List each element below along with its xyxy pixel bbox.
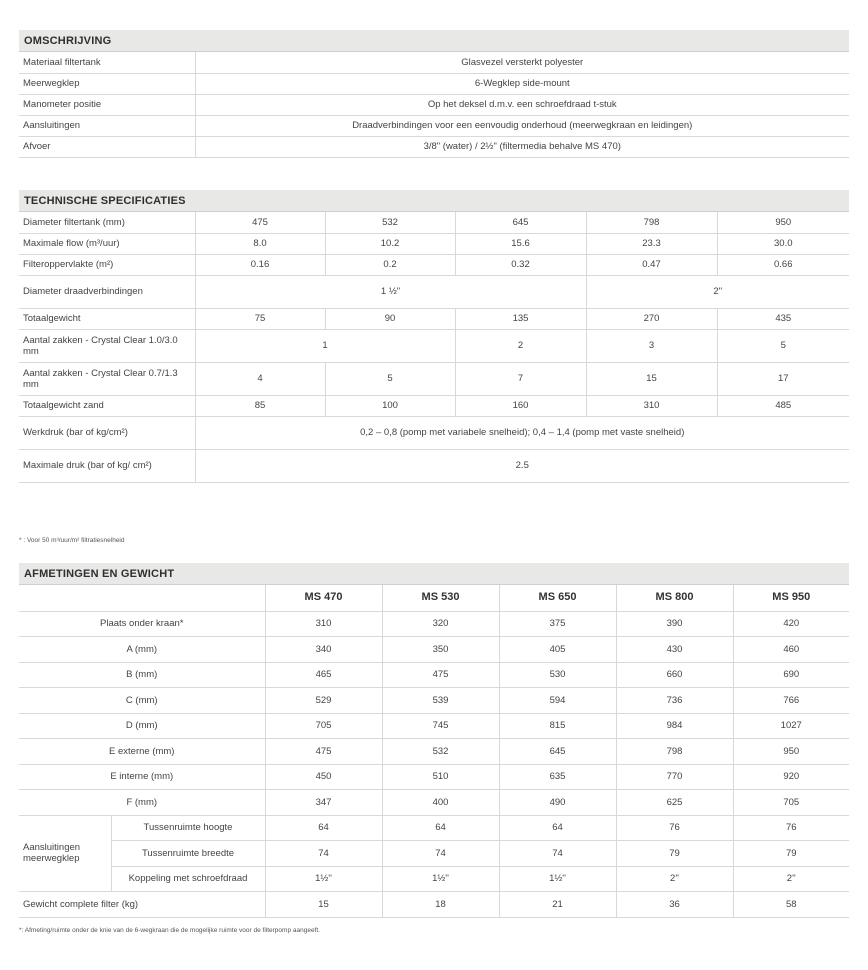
cell: 645	[455, 212, 586, 233]
row-label: Aantal zakken - Crystal Clear 1.0/3.0 mm	[19, 329, 195, 362]
cell: 0.16	[195, 254, 325, 275]
table-row	[19, 449, 849, 482]
technische-table	[19, 212, 849, 483]
cell: 75	[195, 308, 325, 329]
cell: 1½''	[499, 866, 616, 892]
table-row	[19, 212, 849, 233]
table-row	[19, 395, 849, 416]
cell: 30.0	[717, 233, 849, 254]
cell: 3	[586, 329, 717, 362]
cell: 160	[455, 395, 586, 416]
section-header-technische: TECHNISCHE SPECIFICATIES	[19, 190, 849, 212]
cell: 15	[265, 892, 382, 918]
row-label: Afvoer	[19, 136, 195, 157]
table-row	[19, 662, 849, 688]
cell: 74	[265, 841, 382, 867]
cell: 310	[265, 611, 382, 637]
cell: 64	[382, 815, 499, 841]
cell: 532	[382, 739, 499, 765]
cell: 10.2	[325, 233, 455, 254]
cell: 705	[265, 713, 382, 739]
table-row	[19, 362, 849, 395]
row-value: 3/8" (water) / 2½" (filtermedia behalve MS 470)	[195, 136, 849, 157]
cell: 79	[616, 841, 733, 867]
cell: 90	[325, 308, 455, 329]
table-row	[19, 637, 849, 663]
row-label: Aantal zakken - Crystal Clear 0.7/1.3 mm	[19, 362, 195, 395]
cell: 625	[616, 790, 733, 816]
cell: 320	[382, 611, 499, 637]
table-row	[19, 275, 849, 308]
cell: 736	[616, 688, 733, 714]
column-header: MS 530	[382, 585, 499, 611]
cell: 950	[717, 212, 849, 233]
cell: 64	[499, 815, 616, 841]
row-label: Manometer positie	[19, 94, 195, 115]
cell: 15.6	[455, 233, 586, 254]
table-row	[19, 815, 849, 841]
group-label: Aansluitingen meerwegklep	[19, 815, 111, 892]
table-row	[19, 52, 849, 73]
row-label: Maximale druk (bar of kg/ cm²)	[19, 449, 195, 482]
cell: 79	[733, 841, 849, 867]
cell: 405	[499, 637, 616, 663]
cell: 766	[733, 688, 849, 714]
table-row	[19, 115, 849, 136]
row-label: D (mm)	[19, 713, 265, 739]
cell: 1½''	[265, 866, 382, 892]
row-label: C (mm)	[19, 688, 265, 714]
cell: 100	[325, 395, 455, 416]
row-label: Diameter filtertank (mm)	[19, 212, 195, 233]
cell: 475	[382, 662, 499, 688]
cell: 660	[616, 662, 733, 688]
section-header-afmetingen: AFMETINGEN EN GEWICHT	[19, 563, 849, 585]
cell: 0.47	[586, 254, 717, 275]
cell: 485	[717, 395, 849, 416]
cell: 17	[717, 362, 849, 395]
table-row	[19, 764, 849, 790]
cell: 435	[717, 308, 849, 329]
row-value: Draadverbindingen voor een eenvoudig onderhoud (meerwegkraan en leidingen)	[195, 115, 849, 136]
cell: 76	[616, 815, 733, 841]
table-row	[19, 611, 849, 637]
row-label: Materiaal filtertank	[19, 52, 195, 73]
cell: 0.2	[325, 254, 455, 275]
table-row	[19, 73, 849, 94]
row-label: Maximale flow (m³/uur)	[19, 233, 195, 254]
cell: 1	[195, 329, 455, 362]
cell: 2''	[616, 866, 733, 892]
cell: 390	[616, 611, 733, 637]
cell: 21	[499, 892, 616, 918]
cell: 0.32	[455, 254, 586, 275]
table-header-row	[19, 585, 849, 611]
table-row	[19, 688, 849, 714]
cell: 310	[586, 395, 717, 416]
row-label: Tussenruimte hoogte	[111, 815, 265, 841]
row-label: F (mm)	[19, 790, 265, 816]
cell: 4	[195, 362, 325, 395]
table-row	[19, 892, 849, 918]
cell: 7	[455, 362, 586, 395]
cell: 770	[616, 764, 733, 790]
afmetingen-table	[19, 585, 849, 918]
cell: 347	[265, 790, 382, 816]
cell: 460	[733, 637, 849, 663]
footnote: * : Voor 50 m³/uur/m² filtratiesnelheid	[19, 537, 125, 544]
row-label: Koppeling met schroefdraad	[111, 866, 265, 892]
cell: 705	[733, 790, 849, 816]
cell: 340	[265, 637, 382, 663]
table-row	[19, 233, 849, 254]
cell: 2"	[586, 275, 849, 308]
table-row	[19, 713, 849, 739]
cell: 594	[499, 688, 616, 714]
cell: 798	[616, 739, 733, 765]
omschrijving-table	[19, 52, 849, 158]
row-label: Werkdruk (bar of kg/cm²)	[19, 416, 195, 449]
column-header: MS 800	[616, 585, 733, 611]
cell: 1 ½"	[195, 275, 586, 308]
cell: 36	[616, 892, 733, 918]
cell: 5	[325, 362, 455, 395]
cell: 135	[455, 308, 586, 329]
cell: 645	[499, 739, 616, 765]
row-value: Glasvezel versterkt polyester	[195, 52, 849, 73]
table-row	[19, 739, 849, 765]
row-label: A (mm)	[19, 637, 265, 663]
row-label: Totaalgewicht zand	[19, 395, 195, 416]
cell: 465	[265, 662, 382, 688]
cell: 420	[733, 611, 849, 637]
cell: 475	[195, 212, 325, 233]
row-label: Filteroppervlakte (m²)	[19, 254, 195, 275]
table-row	[19, 866, 849, 892]
cell: 350	[382, 637, 499, 663]
table-row	[19, 308, 849, 329]
cell: 2	[455, 329, 586, 362]
row-label: Totaalgewicht	[19, 308, 195, 329]
cell: 510	[382, 764, 499, 790]
row-label: Plaats onder kraan*	[19, 611, 265, 637]
cell: 984	[616, 713, 733, 739]
footnote: *: Afmeting/ruimte onder de knie van de 6-wegkraan die de mogelijke ruimte voor de filterpomp aangeeft.	[19, 927, 320, 934]
row-label: Gewicht complete filter (kg)	[19, 892, 265, 918]
cell: 5	[717, 329, 849, 362]
table-row	[19, 416, 849, 449]
cell: 1½''	[382, 866, 499, 892]
cell: 76	[733, 815, 849, 841]
cell: 430	[616, 637, 733, 663]
cell: 798	[586, 212, 717, 233]
table-row	[19, 136, 849, 157]
cell: 375	[499, 611, 616, 637]
cell: 2''	[733, 866, 849, 892]
cell: 58	[733, 892, 849, 918]
column-header: MS 470	[265, 585, 382, 611]
cell: 530	[499, 662, 616, 688]
row-label: B (mm)	[19, 662, 265, 688]
cell: 0,2 – 0,8 (pomp met variabele snelheid); 0,4 – 1,4 (pomp met vaste snelheid)	[195, 416, 849, 449]
cell: 8.0	[195, 233, 325, 254]
cell: 2.5	[195, 449, 849, 482]
row-label: E interne (mm)	[19, 764, 265, 790]
cell: 0.66	[717, 254, 849, 275]
cell: 529	[265, 688, 382, 714]
cell: 920	[733, 764, 849, 790]
cell: 950	[733, 739, 849, 765]
row-label: Aansluitingen	[19, 115, 195, 136]
row-label: Meerwegklep	[19, 73, 195, 94]
cell: 690	[733, 662, 849, 688]
table-row	[19, 329, 849, 362]
row-value: Op het deksel d.m.v. een schroefdraad t-stuk	[195, 94, 849, 115]
cell: 532	[325, 212, 455, 233]
cell: 635	[499, 764, 616, 790]
row-label: Diameter draadverbindingen	[19, 275, 195, 308]
cell: 400	[382, 790, 499, 816]
cell: 23.3	[586, 233, 717, 254]
column-header: MS 650	[499, 585, 616, 611]
cell: 490	[499, 790, 616, 816]
cell: 1027	[733, 713, 849, 739]
cell: 815	[499, 713, 616, 739]
cell: 74	[382, 841, 499, 867]
cell: 74	[499, 841, 616, 867]
column-header: MS 950	[733, 585, 849, 611]
cell: 64	[265, 815, 382, 841]
row-label: Tussenruimte breedte	[111, 841, 265, 867]
cell: 15	[586, 362, 717, 395]
row-label: E externe (mm)	[19, 739, 265, 765]
row-value: 6-Wegklep side-mount	[195, 73, 849, 94]
cell: 18	[382, 892, 499, 918]
cell: 270	[586, 308, 717, 329]
section-header-omschrijving: OMSCHRIJVING	[19, 30, 849, 52]
table-row	[19, 841, 849, 867]
table-row	[19, 254, 849, 275]
cell: 85	[195, 395, 325, 416]
table-row	[19, 94, 849, 115]
table-row	[19, 790, 849, 816]
cell: 450	[265, 764, 382, 790]
cell: 745	[382, 713, 499, 739]
cell: 475	[265, 739, 382, 765]
cell: 539	[382, 688, 499, 714]
header-empty	[19, 585, 265, 611]
